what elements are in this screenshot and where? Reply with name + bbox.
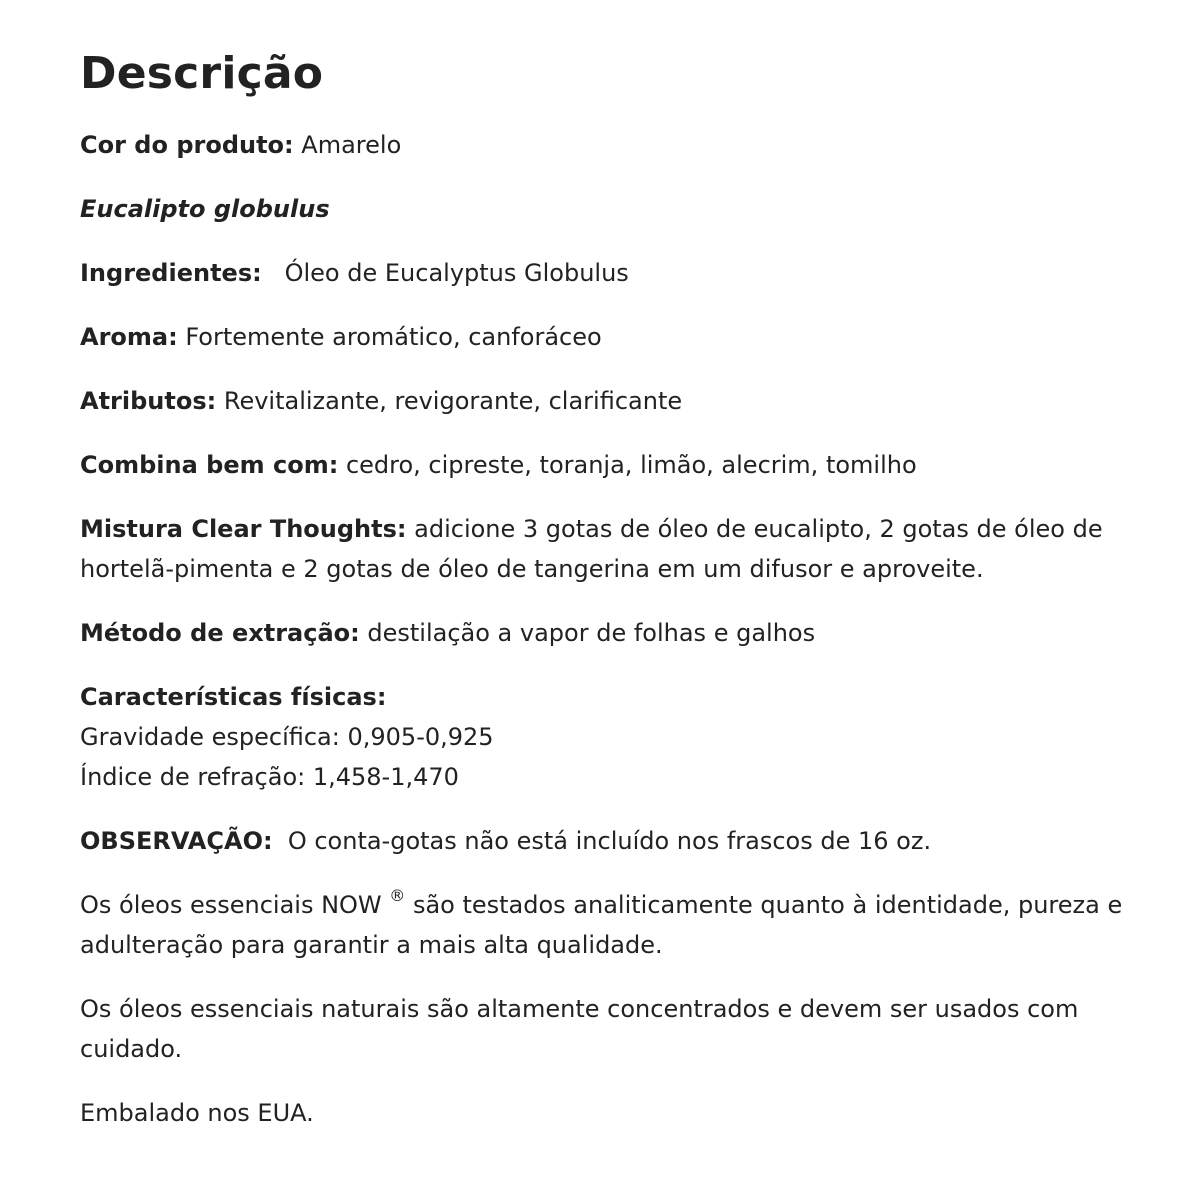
attributes-row: [80, 381, 1140, 421]
clear-thoughts-row: [80, 509, 1140, 589]
clear-thoughts-label: Mistura Clear Thoughts:: [80, 515, 407, 543]
product-color-value: Amarelo: [301, 131, 402, 159]
caution-paragraph: Os óleos essenciais naturais são altamente concentrados e devem ser usados com cuidado.: [80, 995, 1079, 1063]
note-row: [80, 821, 1140, 861]
clear-thoughts-value: adicione 3 gotas de óleo de eucalipto, 2 gotas de óleo de hortelã-pimenta e 2 gotas de óleo de tangerina em um difusor e aproveite.: [80, 515, 1103, 583]
blends-value: cedro, cipreste, toranja, limão, alecrim, tomilho: [345, 451, 917, 479]
note-value: O conta-gotas não está incluído nos frascos de 16 oz.: [287, 827, 932, 855]
aroma-value: Fortemente aromático, canforáceo: [185, 323, 602, 351]
physical-label: Características físicas:: [80, 683, 387, 711]
blends-row: [80, 445, 1140, 485]
testing-before: Os óleos essenciais NOW: [80, 891, 382, 919]
ingredients-label: Ingredientes:: [80, 259, 262, 287]
product-color-label: Cor do produto:: [80, 131, 294, 159]
origin-paragraph: Embalado nos EUA.: [80, 1099, 314, 1127]
extraction-value: destilação a vapor de folhas e galhos: [367, 619, 816, 647]
ingredients-value: Óleo de Eucalyptus Globulus: [284, 259, 629, 287]
registered-mark: ®: [389, 886, 406, 905]
extraction-row: [80, 613, 1140, 653]
product-color-row: [80, 125, 1140, 165]
page-title: Descrição: [80, 48, 324, 99]
refraction-index: Índice de refração: 1,458-1,470: [80, 763, 459, 791]
aroma-label: Aroma:: [80, 323, 178, 351]
physical-characteristics: [80, 677, 1140, 797]
note-label: OBSERVAÇÃO:: [80, 827, 273, 855]
aroma-row: [80, 317, 1140, 357]
attributes-label: Atributos:: [80, 387, 217, 415]
specific-gravity: Gravidade específica: 0,905-0,925: [80, 723, 494, 751]
attributes-value: Revitalizante, revigorante, clarificante: [223, 387, 683, 415]
ingredients-row: [80, 253, 1140, 293]
species-name: Eucalipto globulus: [80, 195, 330, 223]
testing-after: são testados analiticamente quanto à identidade, pureza e adulteração para garantir a mais alta qualidade.: [80, 891, 1123, 959]
extraction-label: Método de extração:: [80, 619, 360, 647]
blends-label: Combina bem com:: [80, 451, 339, 479]
testing-paragraph: [80, 885, 1140, 965]
